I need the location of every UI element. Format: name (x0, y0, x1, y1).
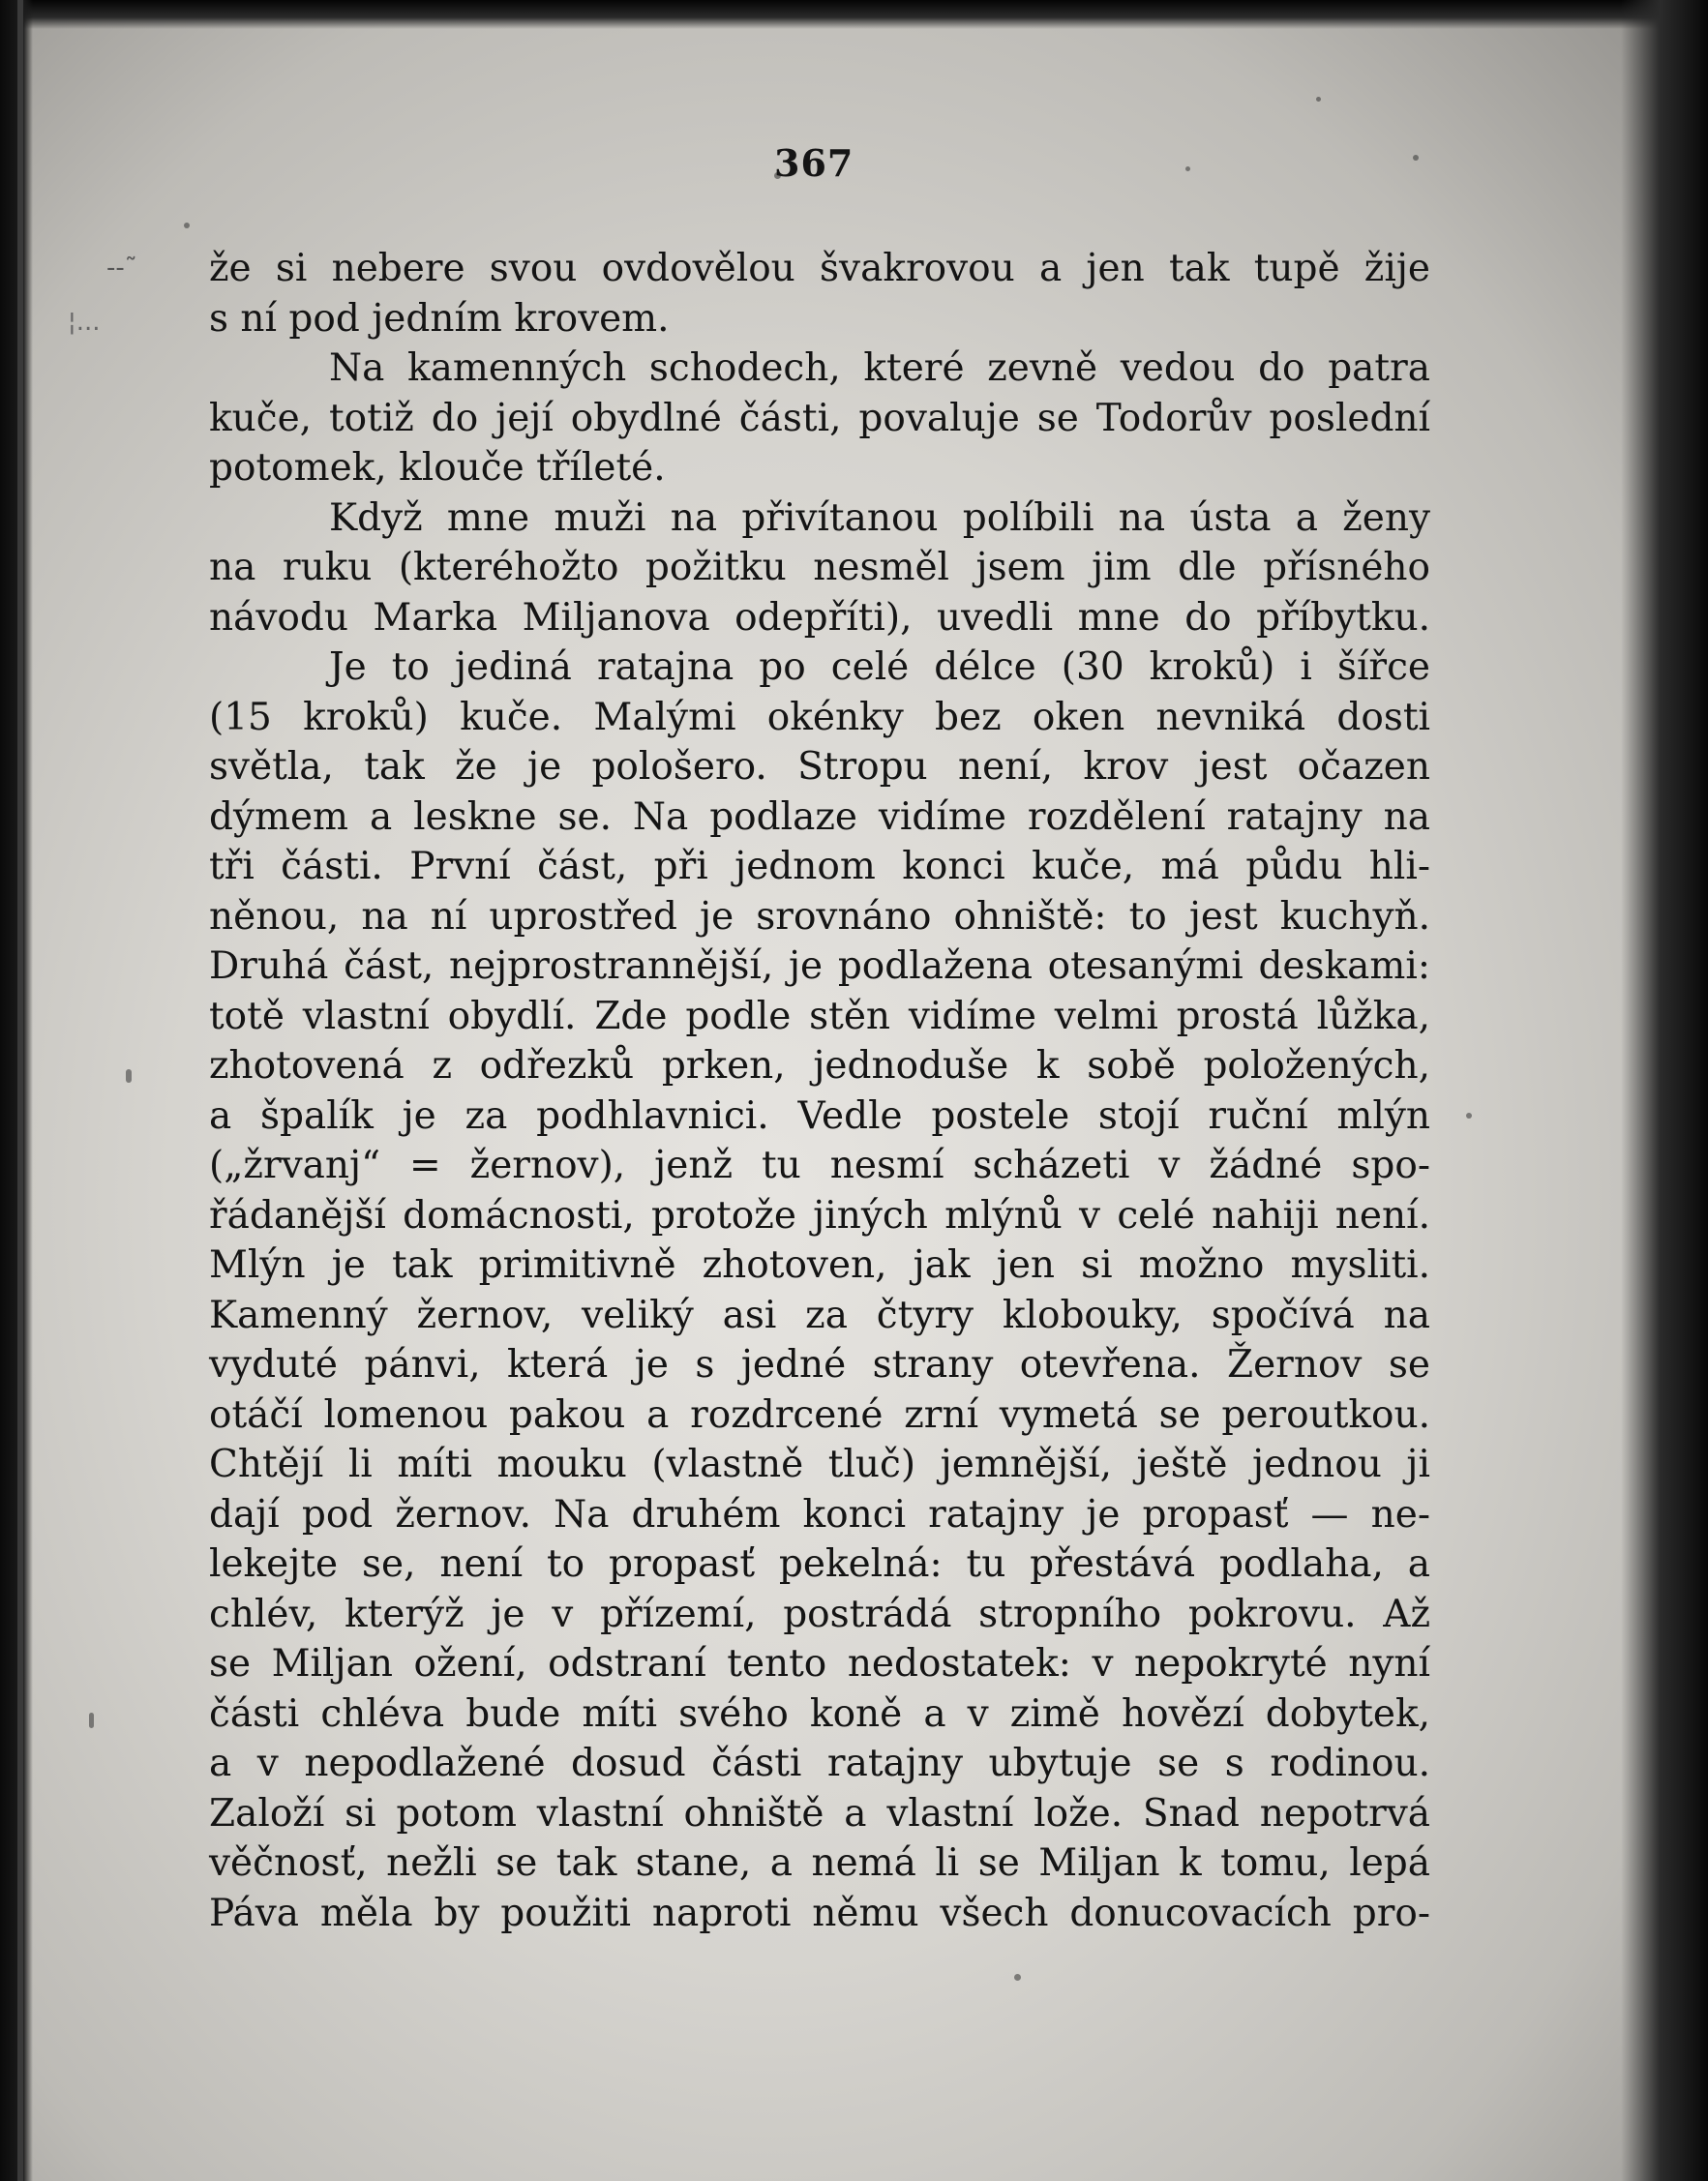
text-line: Mlýn je tak primitivně zhotoven, jak jen si možno mysliti. (209, 1243, 1430, 1287)
text-line: dají pod žernov. Na druhém konci ratajny je propasť — ne- (209, 1492, 1430, 1537)
dust-speck (1466, 1113, 1472, 1119)
text-line: („žrvanj“ = žernov), jenž tu nesmí scházeti v žádné spo- (209, 1144, 1430, 1187)
text-line: kuče, totiž do její obydlné části, povaluje se Todorův poslední (209, 396, 1430, 440)
scan-edge-top (0, 0, 1708, 29)
text-line: (15 kroků) kuče. Malými okénky bez oken nevniká dosti (209, 695, 1430, 739)
text-line: řádanější domácnosti, protože jiných mlýnů v celé nahiji není. (209, 1193, 1430, 1238)
text-line: Na kamenných schodech, které zevně vedou do patra (329, 346, 1430, 390)
dust-speck (126, 1069, 132, 1083)
text-line: návodu Marka Miljanova odepříti), uvedli mne do příbytku. (209, 595, 1430, 640)
text-line: lekejte se, není to propasť pekelná: tu přestává podlaha, a (209, 1542, 1430, 1586)
text-line: Páva měla by použiti naproti němu všech donucovacích pro- (209, 1891, 1430, 1935)
text-line: dýmem a leskne se. Na podlaze vidíme rozdělení ratajny na (209, 794, 1430, 839)
body-text (209, 244, 1430, 1938)
page-number: 367 (774, 141, 854, 185)
dust-speck (1413, 155, 1419, 161)
text-line: tři části. První část, při jednom konci kuče, má půdu hli- (209, 845, 1430, 888)
scan-edge-left (0, 0, 33, 2181)
text-line: s ní pod jedním krovem. (209, 296, 670, 341)
text-line: věčnosť, nežli se tak stane, a nemá li se Miljan k tomu, lepá (209, 1841, 1430, 1885)
text-line: otáčí lomenou pakou a rozdrcené zrní vymetá se peroutkou. (209, 1392, 1430, 1437)
text-line: a v nepodlažené dosud části ratajny ubytuje se s rodinou. (209, 1742, 1430, 1785)
text-line: Když mne muži na přivítanou políbili na ústa a ženy (329, 495, 1430, 540)
text-line: Je to jediná ratajna po celé délce (30 kroků) i šířce (329, 645, 1430, 689)
dust-speck (1185, 166, 1190, 171)
dust-speck (184, 223, 190, 228)
text-line: že si nebere svou ovdovělou švakrovou a jen tak tupě žije (209, 247, 1430, 290)
margin-mark: ¦... (68, 308, 101, 337)
text-line: části chléva bude míti svého koně a v zimě hovězí dobytek, (209, 1691, 1430, 1736)
text-line: Chtějí li míti mouku (vlastně tluč) jemnější, ještě jednou ji (209, 1443, 1430, 1486)
dust-speck (89, 1713, 94, 1728)
text-line: totě vlastní obydlí. Zde podle stěn vidíme velmi prostá lůžka, (209, 994, 1430, 1038)
text-line: a špalík je za podhlavnici. Vedle postele stojí ruční mlýn (209, 1093, 1430, 1138)
text-line: Založí si potom vlastní ohniště a vlastní lože. Snad nepotrvá (209, 1791, 1430, 1836)
text-line: zhotovená z odřezků prken, jednoduše k sobě položených, (209, 1044, 1430, 1088)
text-line: chlév, kterýž je v přízemí, postrádá stropního pokrovu. Až (209, 1592, 1430, 1636)
text-line: něnou, na ní uprostřed je srovnáno ohniště: to jest kuchyň. (209, 894, 1430, 939)
text-line: na ruku (kteréhožto požitku nesměl jsem jim dle přísného (209, 546, 1430, 589)
margin-mark: --˜ (106, 254, 137, 283)
text-line: vyduté pánvi, která je s jedné strany otevřena. Žernov se (209, 1343, 1430, 1387)
neighbor-page-edge (17, 0, 23, 2181)
text-line: Druhá část, nejprostrannější, je podlažena otesanými deskami: (209, 944, 1430, 988)
dust-speck (1014, 1974, 1021, 1981)
scan-edge-right (1621, 0, 1708, 2181)
text-line: Kamenný žernov, veliký asi za čtyry klobouky, spočívá na (209, 1293, 1430, 1337)
dust-speck (1316, 97, 1321, 102)
text-line: potomek, klouče tříleté. (209, 446, 666, 490)
text-line: se Miljan ožení, odstraní tento nedostatek: v nepokryté nyní (209, 1642, 1430, 1686)
text-line: světla, tak že je pološero. Stropu není, krov jest očazen (209, 745, 1430, 789)
